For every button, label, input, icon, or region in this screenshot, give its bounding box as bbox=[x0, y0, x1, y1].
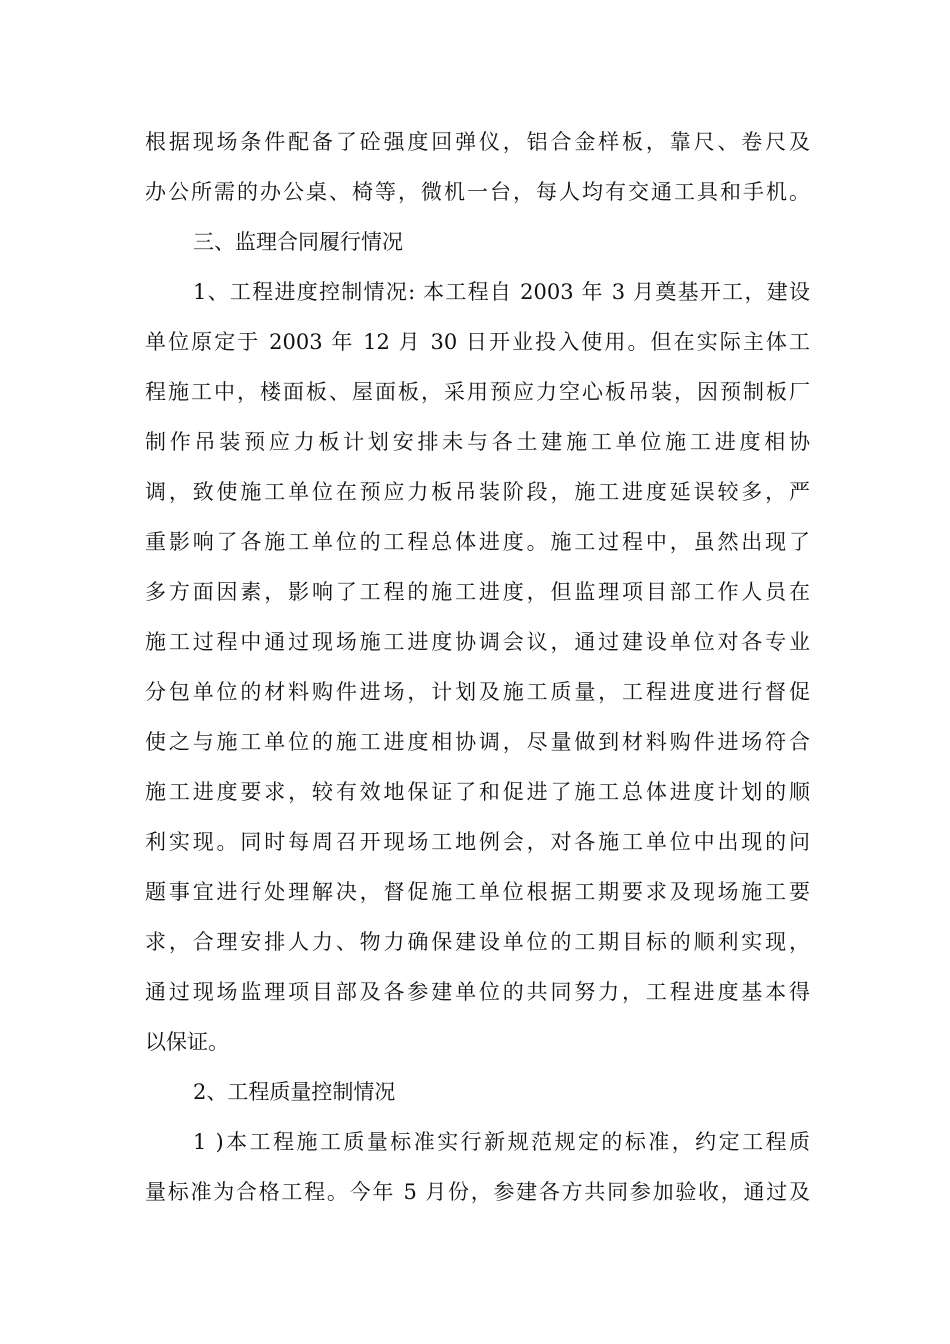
text-line: 程施工中，楼面板、屋面板，采用预应力空心板吊装，因预制板厂 bbox=[145, 380, 810, 404]
text-line: 单位原定于 2003 年 12 月 30 日开业投入使用。但在实际主体工 bbox=[145, 330, 810, 354]
text-line: 1、工程进度控制情况: 本工程自 2003 年 3 月奠基开工，建设 bbox=[193, 280, 810, 304]
text-line: 题事宜进行处理解决，督促施工单位根据工期要求及现场施工要 bbox=[145, 880, 810, 904]
text-line: 1 )本工程施工质量标准实行新规范规定的标准，约定工程质 bbox=[193, 1130, 810, 1154]
text-line: 利实现。同时每周召开现场工地例会，对各施工单位中出现的问 bbox=[145, 830, 810, 854]
text-line: 求，合理安排人力、物力确保建设单位的工期目标的顺利实现， bbox=[145, 930, 810, 954]
text-line: 使之与施工单位的施工进度相协调，尽量做到材料购件进场符合 bbox=[145, 730, 810, 754]
text-line: 分包单位的材料购件进场，计划及施工质量，工程进度进行督促 bbox=[145, 680, 810, 704]
text-line: 以保证。 bbox=[145, 1030, 229, 1054]
text-line: 通过现场监理项目部及各参建单位的共同努力，工程进度基本得 bbox=[145, 980, 810, 1004]
text-line: 施工进度要求，较有效地保证了和促进了施工总体进度计划的顺 bbox=[145, 780, 810, 804]
text-line: 调，致使施工单位在预应力板吊装阶段，施工进度延误较多，严 bbox=[145, 480, 810, 504]
text-line: 多方面因素，影响了工程的施工进度，但监理项目部工作人员在 bbox=[145, 580, 810, 604]
text-line: 办公所需的办公桌、椅等，微机一台，每人均有交通工具和手机。 bbox=[145, 180, 810, 204]
text-line: 根据现场条件配备了砼强度回弹仪，铝合金样板，靠尺、卷尺及 bbox=[145, 130, 810, 154]
text-line: 量标准为合格工程。今年 5 月份，参建各方共同参加验收，通过及 bbox=[145, 1180, 810, 1204]
section-heading: 三、监理合同履行情况 bbox=[193, 230, 403, 254]
text-line: 施工过程中通过现场施工进度协调会议，通过建设单位对各专业 bbox=[145, 630, 810, 654]
section-heading: 2、工程质量控制情况 bbox=[193, 1080, 396, 1104]
text-line: 重影响了各施工单位的工程总体进度。施工过程中，虽然出现了 bbox=[145, 530, 810, 554]
text-line: 制作吊装预应力板计划安排未与各土建施工单位施工进度相协 bbox=[145, 430, 810, 454]
